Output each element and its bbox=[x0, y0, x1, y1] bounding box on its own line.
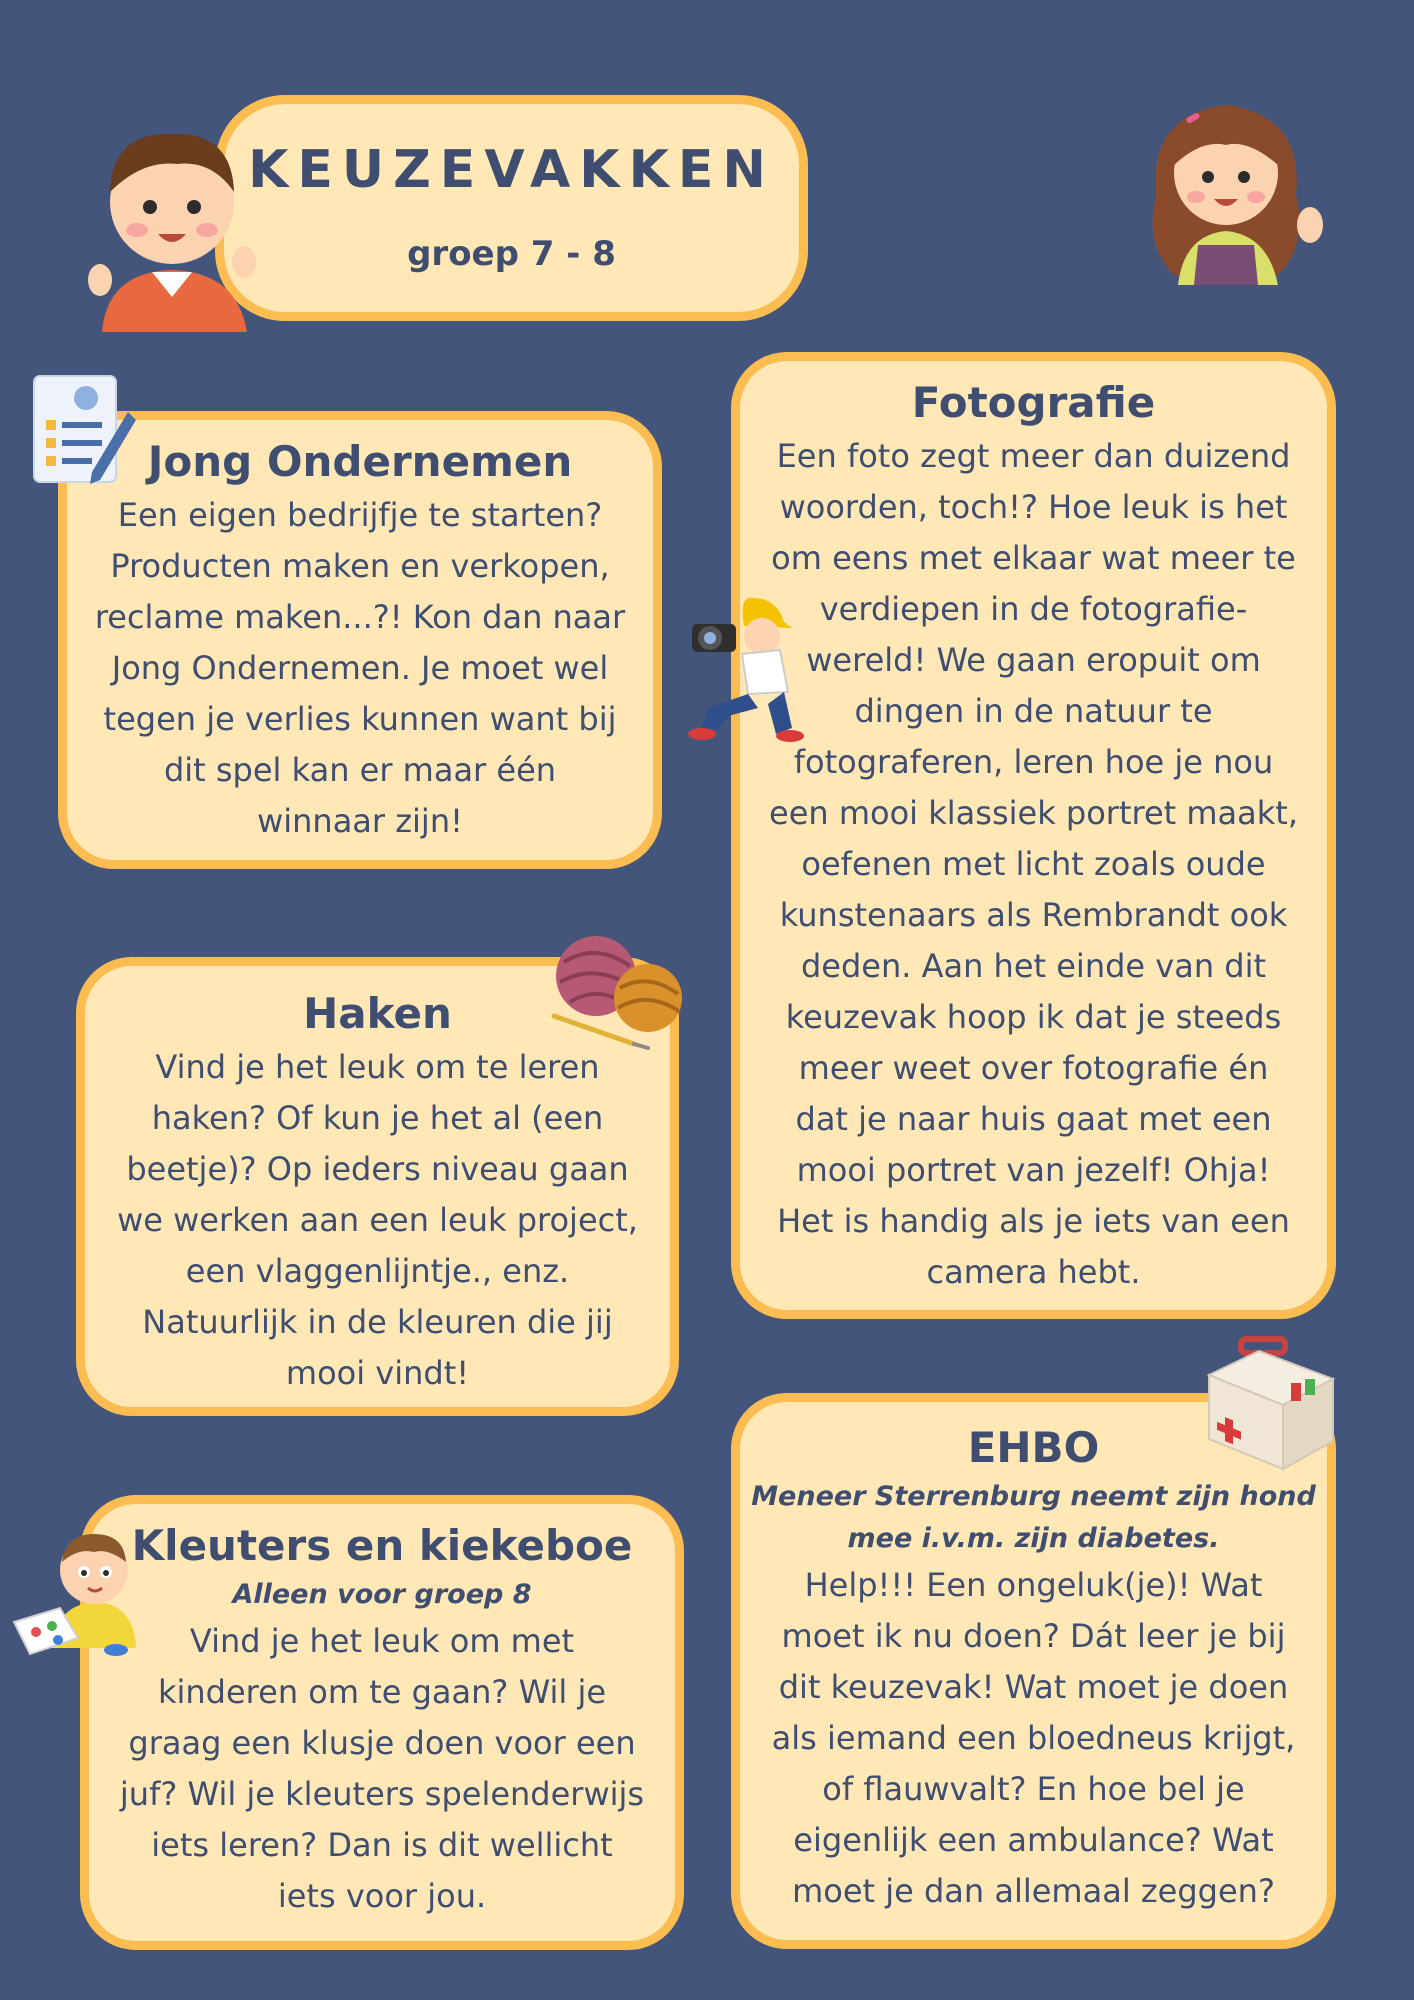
card-text-line: Vind je het leuk om met bbox=[189, 1622, 575, 1660]
card-text-line: kunstenaars als Rembrandt ook bbox=[779, 896, 1288, 934]
card-text-line: verdiepen in de fotografie- bbox=[819, 590, 1248, 628]
card-text-line: winnaar zijn! bbox=[257, 802, 463, 840]
card-text-line: om eens met elkaar wat meer te bbox=[771, 539, 1296, 577]
card-text-line: tegen je verlies kunnen want bij bbox=[103, 700, 617, 738]
card-title: EHBO bbox=[967, 1423, 1100, 1472]
boy-thumbs-up-icon bbox=[82, 112, 262, 332]
card-text-line: juf? Wil je kleuters spelenderwijs bbox=[119, 1775, 645, 1813]
card-text-line: Jong Ondernemen. Je moet wel bbox=[111, 649, 609, 687]
card-text-line: mooi vindt! bbox=[285, 1354, 470, 1392]
card-text-line: kinderen om te gaan? Wil je bbox=[157, 1673, 607, 1711]
card-note: Alleen voor groep 8 bbox=[232, 1579, 532, 1610]
yarn-balls-icon bbox=[550, 932, 685, 1057]
toddler-painting-icon bbox=[12, 1508, 152, 1658]
card-text-line: dat je naar huis gaat met een bbox=[795, 1100, 1272, 1138]
card-text-line: Een foto zegt meer dan duizend bbox=[776, 437, 1291, 475]
card-text-line: deden. Aan het einde van dit bbox=[800, 947, 1267, 985]
card-text-line: Het is handig als je iets van een bbox=[777, 1202, 1290, 1240]
card-text-line: moet je dan allemaal zeggen? bbox=[792, 1872, 1275, 1910]
card-text-line: haken? Of kun je het al (een bbox=[151, 1099, 604, 1137]
card-text-line: fotograferen, leren hoe je nou bbox=[793, 743, 1274, 781]
card-note: mee i.v.m. zijn diabetes. bbox=[847, 1523, 1220, 1554]
card-text-line: Help!!! Een ongeluk(je)! Wat bbox=[804, 1566, 1263, 1604]
card-text-line: reclame maken...?! Kon dan naar bbox=[94, 598, 626, 636]
card-text-line: oefenen met licht zoals oude bbox=[801, 845, 1266, 883]
card-text-line: mooi portret van jezelf! Ohja! bbox=[796, 1151, 1271, 1189]
card-text-line: dit spel kan er maar één bbox=[163, 751, 557, 789]
card-ehbo bbox=[731, 1393, 1336, 1949]
card-text-line: woorden, toch!? Hoe leuk is het bbox=[779, 488, 1288, 526]
card-text-line: moet ik nu doen? Dát leer je bij bbox=[781, 1617, 1286, 1655]
card-jong-ondernemen bbox=[58, 411, 662, 869]
card-fotografie bbox=[731, 352, 1336, 1319]
first-aid-kit-icon bbox=[1195, 1335, 1340, 1475]
card-text-line: camera hebt. bbox=[926, 1253, 1141, 1291]
photographer-kid-icon bbox=[688, 588, 808, 748]
title-card bbox=[215, 95, 808, 321]
card-text-line: eigenlijk een ambulance? Wat bbox=[793, 1821, 1274, 1859]
card-text-line: wereld! We gaan eropuit om bbox=[806, 641, 1261, 679]
card-text-line: iets leren? Dan is dit wellicht bbox=[151, 1826, 613, 1864]
card-title: Kleuters en kiekeboe bbox=[131, 1521, 633, 1570]
card-text-line: beetje)? Op ieders niveau gaan bbox=[126, 1150, 629, 1188]
card-text-line: Een eigen bedrijfje te starten? bbox=[117, 496, 603, 534]
card-text-line: iets voor jou. bbox=[277, 1877, 487, 1915]
card-text-line: een vlaggenlijntje., enz. bbox=[185, 1252, 570, 1290]
card-title: Fotografie bbox=[911, 378, 1156, 427]
card-title: Jong Ondernemen bbox=[147, 437, 573, 486]
card-text-line: een mooi klassiek portret maakt, bbox=[769, 794, 1298, 832]
card-text-line: als iemand een bloedneus krijgt, bbox=[771, 1719, 1296, 1757]
card-text-line: we werken aan een leuk project, bbox=[117, 1201, 638, 1239]
girl-thumbs-up-icon bbox=[1128, 75, 1338, 285]
resume-document-icon bbox=[30, 372, 138, 490]
card-text-line: of flauwvalt? En hoe bel je bbox=[822, 1770, 1245, 1808]
card-title: Haken bbox=[303, 989, 452, 1038]
card-text-line: Natuurlijk in de kleuren die jij bbox=[142, 1303, 613, 1341]
card-text-line: Vind je het leuk om te leren bbox=[155, 1048, 600, 1086]
card-text-line: keuzevak hoop ik dat je steeds bbox=[785, 998, 1282, 1036]
card-kleuters-en-kiekeboe bbox=[80, 1495, 684, 1950]
card-text-line: dit keuzevak! Wat moet je doen bbox=[778, 1668, 1289, 1706]
card-text-line: graag een klusje doen voor een bbox=[128, 1724, 636, 1762]
card-text-line: Producten maken en verkopen, bbox=[110, 547, 610, 585]
card-text-line: meer weet over fotografie én bbox=[798, 1049, 1269, 1087]
card-note: Meneer Sterrenburg neemt zijn hond bbox=[751, 1481, 1316, 1512]
page-subtitle: groep 7 - 8 bbox=[407, 234, 616, 274]
card-text-line: dingen in de natuur te bbox=[854, 692, 1213, 730]
page-title: KEUZEVAKKEN bbox=[248, 140, 775, 200]
